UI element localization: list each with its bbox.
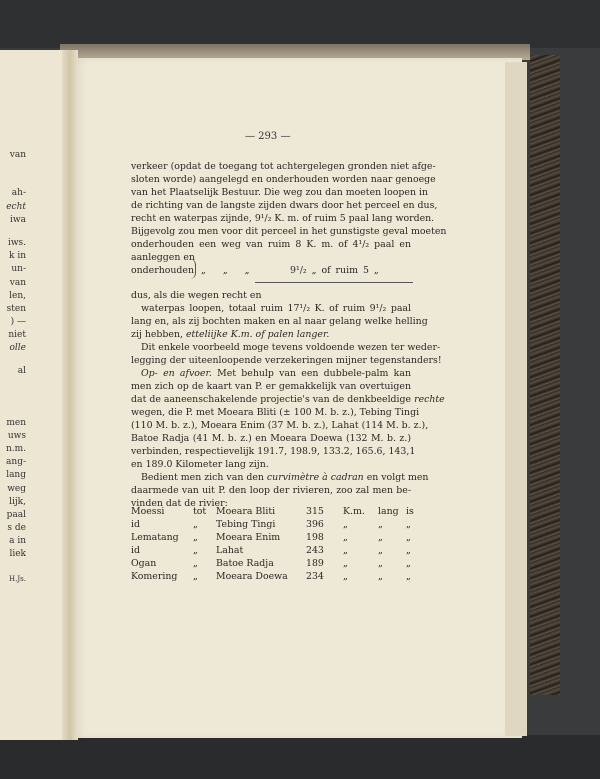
table-cell: 189	[306, 558, 324, 569]
book-cover-edge	[530, 55, 560, 695]
table-cell: id	[131, 545, 140, 556]
curly-bracket	[189, 259, 196, 279]
left-line: van	[9, 150, 26, 160]
left-line: niet	[8, 330, 26, 340]
text-line: de richting van de langste zijden dwars door het perceel en dus,	[131, 200, 438, 211]
text-line: sloten worde) aangelegd en onderhouden worden naar genoege	[131, 174, 436, 185]
bracket-row-left: onderhouden	[131, 265, 195, 276]
table-cell: „	[193, 519, 198, 530]
text-line: Batoe Radja (41 M. b. z.) en Moeara Doewa (132 M. b. z.)	[131, 433, 411, 444]
table-cell: „	[378, 571, 383, 582]
text-line: waterpas loopen, totaal ruim 17¹/₂ K. of ruim 9¹/₂ paal	[141, 303, 411, 314]
river-distance-table	[131, 506, 421, 586]
left-line: lijk,	[9, 497, 26, 507]
table-cell: Moessi	[131, 506, 165, 517]
left-line: weg	[7, 484, 26, 494]
text-line: vinden dat de rivier:	[131, 498, 228, 509]
left-line: ah-	[11, 188, 26, 198]
table-cell: tot	[193, 506, 207, 517]
table-cell: 396	[306, 519, 324, 530]
table-cell: „	[406, 571, 411, 582]
text-line: dat de aaneenschakelende projectie's van de denkbeeldige rechte	[131, 394, 445, 405]
table-cell: id	[131, 519, 140, 530]
table-cell: „	[406, 532, 411, 543]
left-line: s de	[7, 523, 26, 533]
text-line: Op- en afvoer. Met behulp van een dubbele-palm kan	[141, 368, 411, 379]
text-line: verkeer (opdat de toegang tot achtergelegen gronden niet afge-	[131, 161, 436, 172]
left-line: iws.	[7, 238, 26, 248]
table-cell: „	[193, 558, 198, 569]
table-cell: 243	[306, 545, 324, 556]
table-cell: 315	[306, 506, 324, 517]
table-cell: Moeara Enim	[216, 532, 281, 543]
table-cell: is	[406, 506, 414, 517]
ditto-marks: „ „ „	[201, 265, 250, 276]
table-cell: „	[343, 519, 348, 530]
left-line: iwa	[10, 215, 26, 225]
text-line: lang en, als zij bochten maken en al naar gelang welke helling	[131, 316, 428, 327]
text-line: Dit enkele voorbeeld moge tevens voldoende wezen ter weder-	[141, 342, 441, 353]
left-line: n.m.	[5, 444, 26, 454]
text-line: zij hebben, etteliijke K.m. of palen langer.	[131, 329, 330, 340]
text-line: Bijgevolg zou men voor dit perceel in het gunstigste geval moeten	[131, 226, 447, 237]
left-line: a in	[9, 536, 26, 546]
left-line: lang	[6, 470, 26, 480]
table-cell: Batoe Radja	[216, 558, 274, 569]
left-line: olle	[9, 343, 26, 353]
text-line: dus, als die wegen recht en	[131, 290, 262, 301]
left-line: k in	[9, 251, 26, 261]
table-cell: K.m.	[343, 506, 365, 517]
table-cell: Tebing Tingi	[216, 519, 276, 530]
table-cell: „	[343, 571, 348, 582]
bracket-row-right: 9¹/₂ „ of ruim 5 „	[290, 265, 379, 276]
page-number: — 293 —	[245, 131, 291, 142]
left-line: uws	[7, 431, 26, 441]
table-cell: „	[378, 519, 383, 530]
text-line: en 189.0 Kilometer lang zijn.	[131, 459, 269, 470]
table-cell: 198	[306, 532, 324, 543]
left-line: echt	[6, 202, 26, 212]
table-cell: Ogan	[131, 558, 157, 569]
table-cell: „	[378, 558, 383, 569]
left-page-text	[0, 150, 40, 740]
table-cell: „	[406, 558, 411, 569]
left-line: paal	[6, 510, 26, 520]
sum-line	[255, 282, 413, 283]
left-line: ) —	[10, 317, 26, 327]
left-line: van	[9, 278, 26, 288]
left-line: un-	[11, 264, 26, 274]
table-cell: Moeara Bliti	[216, 506, 276, 517]
text-line: van het Plaatselijk Bestuur. Die weg zou dan moeten loopen in	[131, 187, 429, 198]
table-cell: „	[193, 545, 198, 556]
table-cell: „	[378, 532, 383, 543]
table-cell: Komering	[131, 571, 178, 582]
scanner-background-top	[0, 0, 600, 48]
text-line: wegen, die P. met Moeara Bliti (± 100 M. b. z.), Tebing Tingi	[131, 407, 420, 418]
table-cell: „	[343, 532, 348, 543]
table-cell: „	[343, 558, 348, 569]
text-line: recht en waterpas zijnde, 9¹/₂ K. m. of ruim 5 paal lang worden.	[131, 213, 435, 224]
table-cell: „	[343, 545, 348, 556]
book-gutter	[62, 50, 78, 740]
text-line: Bedient men zich van den curvimètre à cadran en volgt men	[141, 472, 429, 483]
left-line: sten	[6, 304, 26, 314]
text-line: verbinden, respectievelijk 191.7, 198.9, 133.2, 165.6, 143,1	[131, 446, 416, 457]
table-cell: Lahat	[216, 545, 244, 556]
left-line: ang-	[6, 457, 26, 467]
left-line: H.Js.	[9, 575, 26, 583]
table-cell: „	[406, 519, 411, 530]
table-cell: „	[378, 545, 383, 556]
scanner-background-bottom	[0, 735, 600, 779]
table-cell: „	[193, 571, 198, 582]
text-line: men zich op de kaart van P. er gemakkelijk van overtuigen	[131, 381, 411, 392]
table-cell: Lematang	[131, 532, 179, 543]
table-cell: lang	[378, 506, 399, 517]
table-cell: „	[193, 532, 198, 543]
table-cell: 234	[306, 571, 324, 582]
left-line: al	[17, 366, 26, 376]
bracket-row-left: aanleggen en	[131, 252, 195, 263]
table-cell: „	[406, 545, 411, 556]
left-line: liek	[9, 549, 26, 559]
table-cell: Moeara Doewa	[216, 571, 288, 582]
page-stack-edge	[505, 62, 527, 736]
left-line: men	[6, 418, 26, 428]
text-line: onderhouden een weg van ruim 8 K. m. of 4¹/₂ paal en	[131, 239, 411, 250]
text-line: legging der uiteenloopende verzekeringen mijner tegenstanders!	[131, 355, 442, 366]
text-line: daarmede van uit P. den loop der rivieren, zoo zal men be-	[131, 485, 411, 496]
text-line: (110 M. b. z.), Moeara Enim (37 M. b. z.), Lahat (114 M. b. z.),	[131, 420, 429, 431]
left-line: len,	[9, 291, 26, 301]
